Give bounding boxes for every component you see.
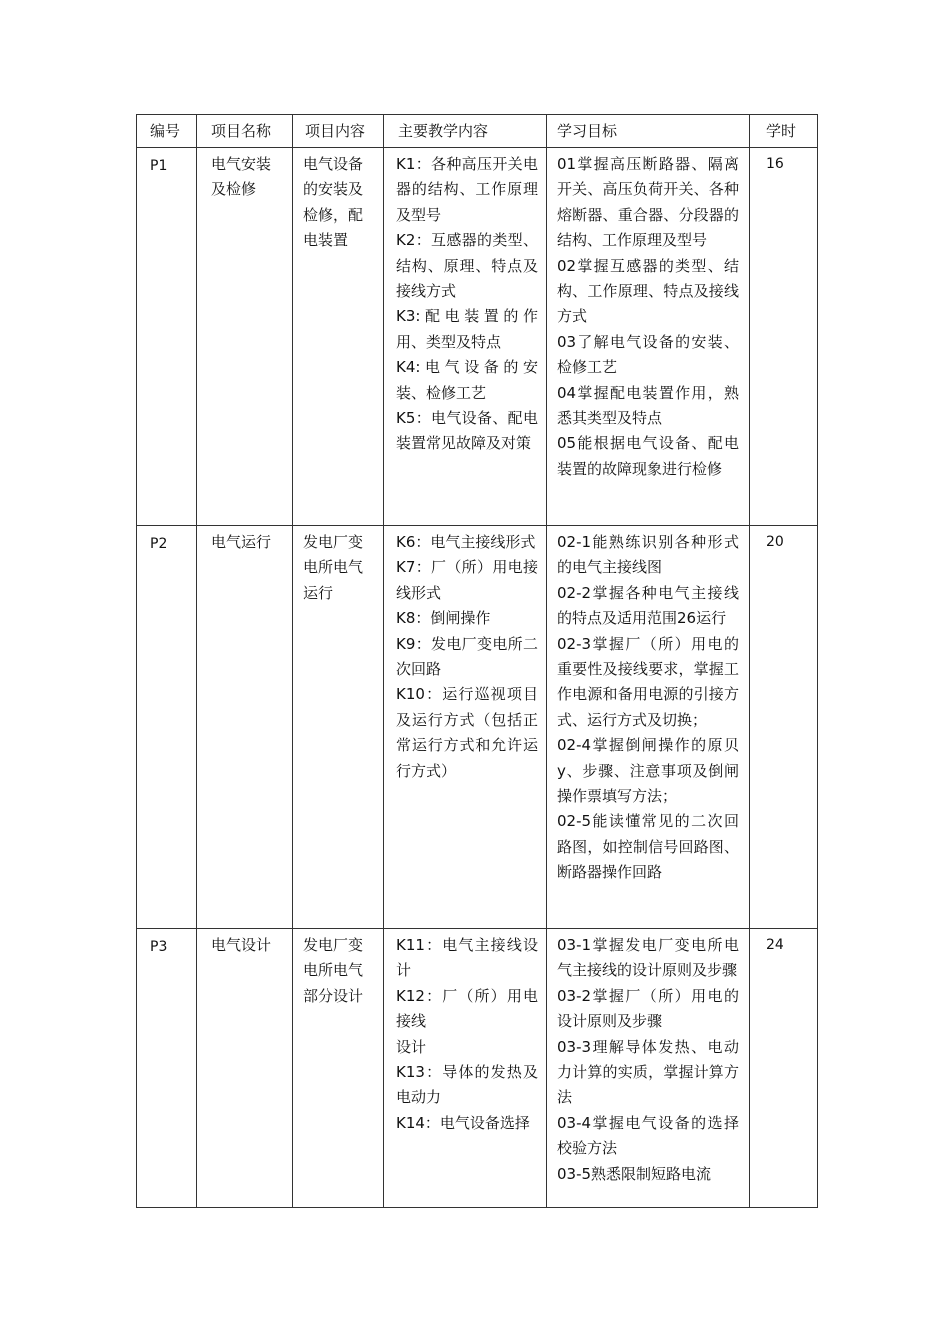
learning-goal-item: 02-1能熟练识别各种形式的电气主接线图 [557, 533, 739, 577]
learning-goal-item: 02-4掌握倒闸操作的原贝y、步骤、注意事项及倒闸操作票填写方法； [557, 736, 739, 806]
main-content-item: K13：导体的发热及电动力 [396, 1063, 538, 1107]
main-content-item: K8：倒闸操作 [396, 609, 491, 628]
header-name: 项目名称 [197, 115, 293, 148]
learning-goal-item: 05能根据电气设备、配电装置的故障现象进行检修 [557, 434, 739, 478]
main-content-item: K1：各种高压开关电器的结构、工作原理及型号 [396, 155, 538, 224]
learning-goals-list [547, 526, 749, 926]
learning-goal-item: 03-2掌握厂（所）用电的设计原则及步骤 [557, 986, 739, 1031]
learning-goals-list [547, 929, 749, 1205]
learning-goal-item: 03-4掌握电气设备的选择校验方法 [557, 1113, 739, 1158]
learning-goal-item: 01掌握高压断路器、隔离开关、高压负荷开关、各种熔断器、重合器、分段器的结构、工作原理及型号 [557, 155, 739, 250]
project-hours: 20 [766, 534, 784, 550]
project-code: P2 [150, 536, 168, 552]
project-content: 电气设备的安装及检修，配电装置 [303, 155, 364, 250]
project-code: P1 [150, 158, 168, 174]
course-table [136, 114, 818, 1208]
table-row [137, 526, 818, 929]
main-content-item: K2：互感器的类型、结构、原理、特点及接线方式 [396, 231, 538, 301]
main-content-item: K5：电气设备、配电装置常见故障及对策 [396, 409, 538, 453]
project-hours: 24 [766, 937, 784, 953]
learning-goal-item: 03-3理解导体发热、电动力计算的实质，掌握计算方法 [557, 1037, 739, 1107]
learning-goal-item: 03-1掌握发电厂变电所电气主接线的设计原则及步骤 [557, 936, 739, 980]
header-hours: 学时 [750, 115, 818, 148]
table-row [137, 929, 818, 1208]
main-content-item: K3:配电装置的作用、类型及特点 [396, 307, 538, 351]
project-code: P3 [150, 939, 168, 955]
main-content-item: K12：厂（所）用电接线 [396, 986, 538, 1031]
learning-goal-item: 02掌握互感器的类型、结构、工作原理、特点及接线方式 [557, 256, 739, 326]
main-content-list [384, 929, 546, 1205]
learning-goal-item: 04掌握配电装置作用，熟悉其类型及特点 [557, 383, 739, 428]
main-content-list [384, 526, 546, 926]
main-content-item: 设计 [396, 1037, 427, 1056]
header-row [137, 115, 818, 148]
learning-goal-item: 03了解电气设备的安装、检修工艺 [557, 332, 739, 377]
project-hours: 16 [766, 156, 784, 172]
header-content: 项目内容 [293, 115, 384, 148]
header-code: 编号 [137, 115, 197, 148]
main-content-item: K10：运行巡视项目及运行方式（包括正常运行方式和允许运行方式） [396, 685, 538, 780]
project-name: 电气运行 [211, 533, 272, 551]
header-goals: 学习目标 [547, 115, 750, 148]
learning-goal-item: 03-5熟悉限制短路电流 [557, 1164, 712, 1183]
project-name: 电气设计 [211, 936, 272, 954]
main-content-item: K6：电气主接线形式 [396, 533, 536, 551]
project-content: 发电厂变电所电气运行 [303, 533, 364, 602]
learning-goals-list [547, 148, 749, 523]
main-content-item: K11：电气主接线设计 [396, 936, 538, 980]
main-content-item: K4:电气设备的安装、检修工艺 [396, 358, 538, 402]
main-content-list [384, 148, 546, 523]
main-content-item: K14：电气设备选择 [396, 1113, 530, 1132]
learning-goal-item: 02-3掌握厂（所）用电的重要性及接线要求，掌握工作电源和备用电源的引接方式、运行方式及切换； [557, 634, 739, 729]
project-content: 发电厂变电所电气部分设计 [303, 936, 364, 1005]
project-name: 电气安装及检修 [211, 155, 272, 199]
table-row [137, 148, 818, 526]
main-content-item: K9：发电厂变电所二次回路 [396, 634, 538, 679]
header-main-content: 主要教学内容 [384, 115, 547, 148]
main-content-item: K7：厂（所）用电接线形式 [396, 558, 538, 602]
learning-goal-item: 02-2掌握各种电气主接线的特点及适用范围26运行 [557, 583, 739, 628]
learning-goal-item: 02-5能读懂常见的二次回路图，如控制信号回路图、断路器操作回路 [557, 812, 739, 882]
